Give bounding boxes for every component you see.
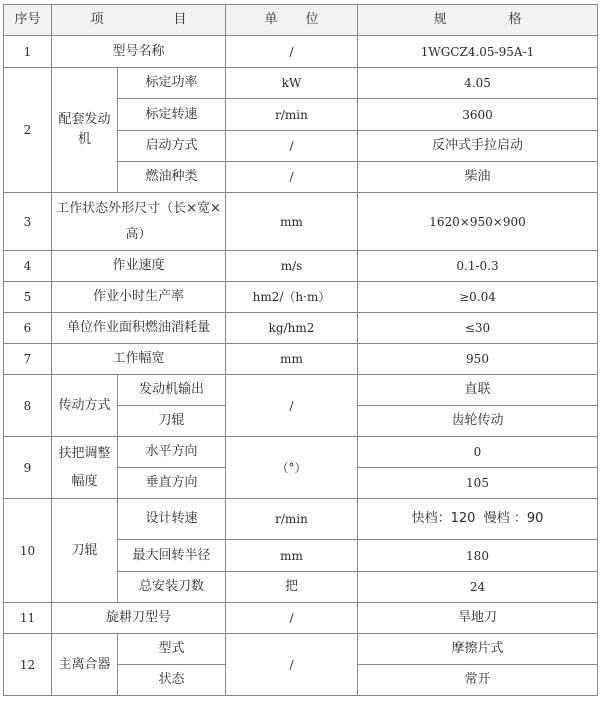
row-4 [4,251,598,282]
row-7-no: 7 [4,344,52,375]
row-11-no: 11 [4,603,52,634]
row-10c-spec: 24 [358,572,598,603]
row-10b-unit: mm [226,540,358,572]
row-8a [4,375,598,406]
row-7-name: 工作幅宽 [52,344,226,375]
header-item-b: 目 [173,12,187,27]
row-6-spec: ≤30 [358,313,598,344]
row-10a-unit: r/min [226,499,358,540]
row-9-unit: （°） [226,437,358,499]
row-3-spec: 1620×950×900 [358,193,598,251]
row-2-group: 配套发动机 [52,68,118,193]
row-5-no: 5 [4,282,52,313]
row-8-group: 传动方式 [52,375,118,437]
row-10b-name: 最大回转半径 [118,540,226,572]
row-4-no: 4 [4,251,52,282]
row-12-unit: / [226,634,358,696]
row-7 [4,344,598,375]
row-9a [4,437,598,468]
row-10a [4,499,598,540]
row-1-name: 型号名称 [52,36,226,68]
row-12b-name: 状态 [118,665,226,696]
row-2a-spec: 4.05 [358,68,598,99]
row-10a-name: 设计转速 [118,499,226,540]
header-unit-a: 单 [264,12,278,27]
row-10-group: 刀辊 [52,499,118,603]
row-12b-spec: 常开 [358,665,598,696]
row-12a [4,634,598,665]
row-2b-name: 标定转速 [118,99,226,131]
row-2a-unit: kW [226,68,358,99]
spec-table [3,4,598,696]
row-6-unit: kg/hm2 [226,313,358,344]
row-12-no: 12 [4,634,52,696]
row-6-name: 单位作业面积燃油消耗量 [52,313,226,344]
header-row [4,5,598,36]
row-9b-name: 垂直方向 [118,468,226,499]
row-11-name: 旋耕刀型号 [52,603,226,634]
row-11-spec: 旱地刀 [358,603,598,634]
row-12a-spec: 摩擦片式 [358,634,598,665]
row-5-name: 作业小时生产率 [52,282,226,313]
row-7-unit: mm [226,344,358,375]
row-10a-spec: 快档：120 慢档 ：90 [358,499,598,540]
header-item [52,5,226,36]
header-item-a: 项 [90,12,104,27]
row-1-no: 1 [4,36,52,68]
row-9-no: 9 [4,437,52,499]
row-9-group: 扶把调整幅度 [52,437,118,499]
row-2b-spec: 3600 [358,99,598,131]
row-3-no: 3 [4,193,52,251]
row-6-no: 6 [4,313,52,344]
row-2d-name: 燃油种类 [118,162,226,193]
row-11-unit: / [226,603,358,634]
row-2c-unit: / [226,131,358,162]
row-2-no: 2 [4,68,52,193]
row-8b-spec: 齿轮传动 [358,406,598,437]
row-2b-unit: r/min [226,99,358,131]
header-spec-a: 规 [433,12,447,27]
row-5-spec: ≥0.04 [358,282,598,313]
row-8-no: 8 [4,375,52,437]
row-7-spec: 950 [358,344,598,375]
row-10-no: 10 [4,499,52,603]
row-4-unit: m/s [226,251,358,282]
row-8b-name: 刀辊 [118,406,226,437]
row-3-unit: mm [226,193,358,251]
row-8a-name: 发动机输出 [118,375,226,406]
row-9a-name: 水平方向 [118,437,226,468]
row-10c-name: 总安装刀数 [118,572,226,603]
row-6 [4,313,598,344]
row-1-unit: / [226,36,358,68]
row-9a-spec: 0 [358,437,598,468]
row-3 [4,193,598,251]
row-8-unit: / [226,375,358,437]
row-11 [4,603,598,634]
row-12-group: 主离合器 [52,634,118,696]
row-5 [4,282,598,313]
row-8a-spec: 直联 [358,375,598,406]
header-spec [358,5,598,36]
row-2c-name: 启动方式 [118,131,226,162]
row-2a-name: 标定功率 [118,68,226,99]
row-1-spec: 1WGCZ4.05-95A-1 [358,36,598,68]
header-unit [226,5,358,36]
row-2d-spec: 柴油 [358,162,598,193]
row-12a-name: 型式 [118,634,226,665]
row-9b-spec: 105 [358,468,598,499]
header-no: 序号 [4,5,52,36]
header-spec-b: 格 [508,12,522,27]
row-2d-unit: / [226,162,358,193]
row-2a [4,68,598,99]
row-5-unit: hm2/（h·m） [226,282,358,313]
row-3-name: 工作状态外形尺寸（长×宽×高） [52,193,226,251]
row-1 [4,36,598,68]
row-4-name: 作业速度 [52,251,226,282]
header-unit-b: 位 [305,12,319,27]
row-10b-spec: 180 [358,540,598,572]
row-4-spec: 0.1-0.3 [358,251,598,282]
row-10c-unit: 把 [226,572,358,603]
row-2c-spec: 反冲式手拉启动 [358,131,598,162]
